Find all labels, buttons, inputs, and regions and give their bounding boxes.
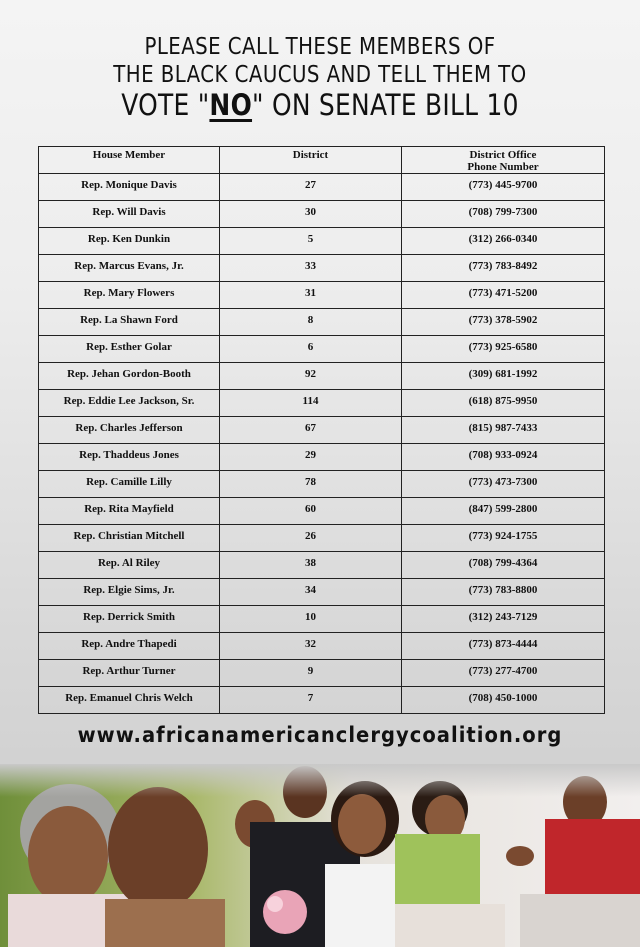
district-cell: 30 <box>220 201 402 228</box>
headline-line-2: THE BLACK CAUCUS AND TELL THEM TO <box>113 62 527 88</box>
member-name-cell: Rep. Arthur Turner <box>39 660 220 687</box>
table-row <box>39 309 605 336</box>
table-row <box>39 336 605 363</box>
member-name-cell: Rep. Mary Flowers <box>39 282 220 309</box>
member-name-cell: Rep. Ken Dunkin <box>39 228 220 255</box>
member-name-cell: Rep. Al Riley <box>39 552 220 579</box>
header-phone <box>402 147 605 174</box>
headline-line-3 <box>45 88 595 122</box>
table-row <box>39 228 605 255</box>
district-cell: 26 <box>220 525 402 552</box>
member-name-cell: Rep. Elgie Sims, Jr. <box>39 579 220 606</box>
headline-no-emphasis: NO <box>209 88 253 122</box>
table-row <box>39 417 605 444</box>
district-cell: 8 <box>220 309 402 336</box>
table-row <box>39 363 605 390</box>
phone-cell: (773) 378-5902 <box>402 309 605 336</box>
members-table <box>38 146 605 714</box>
phone-cell: (773) 471-5200 <box>402 282 605 309</box>
photo-collage <box>0 764 640 947</box>
district-cell: 5 <box>220 228 402 255</box>
phone-cell: (708) 799-7300 <box>402 201 605 228</box>
table-row <box>39 525 605 552</box>
table-row <box>39 633 605 660</box>
district-cell: 9 <box>220 660 402 687</box>
table-row <box>39 282 605 309</box>
table-header-row <box>39 147 605 174</box>
district-cell: 33 <box>220 255 402 282</box>
phone-cell: (773) 924-1755 <box>402 525 605 552</box>
member-name-cell: Rep. Andre Thapedi <box>39 633 220 660</box>
member-name-cell: Rep. Charles Jefferson <box>39 417 220 444</box>
website-url: www.africanamericanclergycoalition.org <box>77 723 563 747</box>
district-cell: 92 <box>220 363 402 390</box>
district-cell: 31 <box>220 282 402 309</box>
phone-cell: (708) 450-1000 <box>402 687 605 714</box>
headline-line-1: PLEASE CALL THESE MEMBERS OF <box>144 34 496 60</box>
phone-cell: (708) 799-4364 <box>402 552 605 579</box>
phone-cell: (618) 875-9950 <box>402 390 605 417</box>
member-name-cell: Rep. Esther Golar <box>39 336 220 363</box>
headline-vote-prefix: VOTE " <box>121 88 210 122</box>
table-row <box>39 201 605 228</box>
table-row <box>39 552 605 579</box>
phone-cell: (773) 925-6580 <box>402 336 605 363</box>
phone-cell: (773) 783-8492 <box>402 255 605 282</box>
district-cell: 6 <box>220 336 402 363</box>
district-cell: 32 <box>220 633 402 660</box>
header-district: District <box>220 147 402 174</box>
member-name-cell: Rep. Marcus Evans, Jr. <box>39 255 220 282</box>
header-phone-line-2: Phone Number <box>467 161 539 173</box>
table-row <box>39 255 605 282</box>
header-house-member: House Member <box>39 147 220 174</box>
phone-cell: (773) 473-7300 <box>402 471 605 498</box>
district-cell: 60 <box>220 498 402 525</box>
phone-cell: (773) 445-9700 <box>402 174 605 201</box>
table-row <box>39 390 605 417</box>
headline-bill-suffix: " ON SENATE BILL 10 <box>252 88 519 122</box>
member-name-cell: Rep. Jehan Gordon-Booth <box>39 363 220 390</box>
member-name-cell: Rep. La Shawn Ford <box>39 309 220 336</box>
table-row <box>39 687 605 714</box>
table-row <box>39 444 605 471</box>
member-name-cell: Rep. Derrick Smith <box>39 606 220 633</box>
table-row <box>39 471 605 498</box>
district-cell: 34 <box>220 579 402 606</box>
district-cell: 29 <box>220 444 402 471</box>
district-cell: 38 <box>220 552 402 579</box>
phone-cell: (847) 599-2800 <box>402 498 605 525</box>
member-name-cell: Rep. Camille Lilly <box>39 471 220 498</box>
member-name-cell: Rep. Emanuel Chris Welch <box>39 687 220 714</box>
table-row <box>39 174 605 201</box>
phone-cell: (773) 873-4444 <box>402 633 605 660</box>
member-name-cell: Rep. Rita Mayfield <box>39 498 220 525</box>
table-row <box>39 579 605 606</box>
member-name-cell: Rep. Thaddeus Jones <box>39 444 220 471</box>
member-name-cell: Rep. Eddie Lee Jackson, Sr. <box>39 390 220 417</box>
table-row <box>39 660 605 687</box>
district-cell: 27 <box>220 174 402 201</box>
phone-cell: (708) 933-0924 <box>402 444 605 471</box>
district-cell: 10 <box>220 606 402 633</box>
member-name-cell: Rep. Monique Davis <box>39 174 220 201</box>
phone-cell: (815) 987-7433 <box>402 417 605 444</box>
phone-cell: (773) 277-4700 <box>402 660 605 687</box>
district-cell: 7 <box>220 687 402 714</box>
phone-cell: (312) 266-0340 <box>402 228 605 255</box>
member-name-cell: Rep. Will Davis <box>39 201 220 228</box>
table-body <box>39 174 605 714</box>
district-cell: 78 <box>220 471 402 498</box>
phone-cell: (312) 243-7129 <box>402 606 605 633</box>
district-cell: 67 <box>220 417 402 444</box>
table-row <box>39 498 605 525</box>
phone-cell: (773) 783-8800 <box>402 579 605 606</box>
member-name-cell: Rep. Christian Mitchell <box>39 525 220 552</box>
phone-cell: (309) 681-1992 <box>402 363 605 390</box>
district-cell: 114 <box>220 390 402 417</box>
table-row <box>39 606 605 633</box>
header-phone-line-1: District Office <box>469 149 537 161</box>
